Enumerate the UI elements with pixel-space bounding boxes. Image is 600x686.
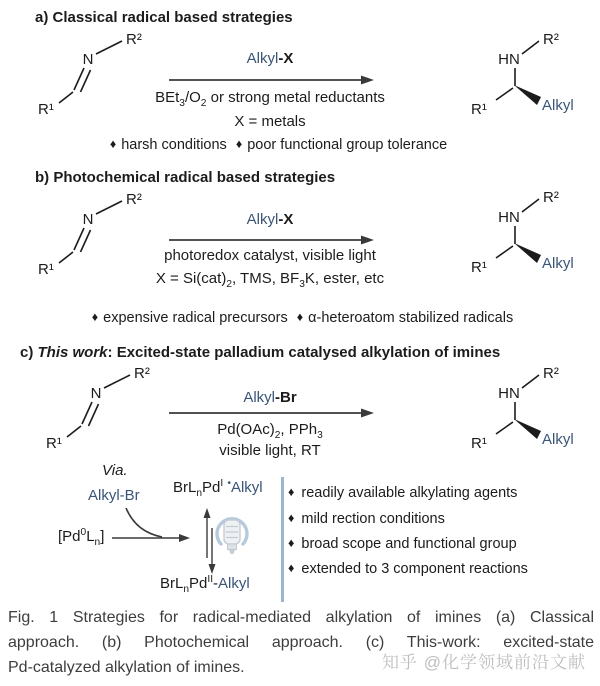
via-label: Via. xyxy=(102,462,128,479)
arrowhead xyxy=(361,409,374,418)
hn-label: HN xyxy=(498,51,520,68)
panel-b-title: b) Photochemical radical based strategies xyxy=(35,169,336,186)
watermark: 知乎 @化学领域前沿文献 xyxy=(382,653,586,672)
alkyl-label: Alkyl xyxy=(542,255,574,272)
panel-c-title-prefix: c) xyxy=(20,344,38,361)
bond-n-r2 xyxy=(522,199,539,212)
wedge-bond xyxy=(514,419,541,439)
amine-product-structure xyxy=(425,28,585,118)
r2-label: R² xyxy=(543,365,559,382)
wedge-bond xyxy=(514,85,541,105)
arrowhead xyxy=(361,76,374,85)
bond-c-r1 xyxy=(67,426,81,437)
panel-a-drawbacks xyxy=(0,137,552,153)
reaction-arrow xyxy=(168,233,376,247)
amine-product-structure xyxy=(425,186,585,276)
reaction-arrow xyxy=(168,73,376,87)
bond-n-r2 xyxy=(104,375,130,388)
caption-line-2: approach. (b) Photochemical approach. (c) This-work: excited-state xyxy=(8,634,594,651)
advantage-text: readily available alkylating agents xyxy=(301,485,518,501)
drawback-1: harsh conditions xyxy=(121,137,227,153)
conditions-line-2: visible light, RT xyxy=(219,442,321,459)
hn-label: HN xyxy=(498,209,520,226)
caption-text: Strategies for radical-mediated alkylation of imines (a) Classical xyxy=(72,609,595,626)
diamond-icon: ♦ xyxy=(296,310,304,324)
hn-label: HN xyxy=(498,385,520,402)
diamond-icon: ♦ xyxy=(235,137,243,151)
conditions-line-1: $BEt_3/O_2$ or strong metal reductants xyxy=(155,89,385,109)
r1-label: R¹ xyxy=(471,435,487,452)
radical-dot-alkyl: •Alkyl xyxy=(227,478,263,496)
reagent-alkyl: Alkyl xyxy=(243,389,275,406)
up-arrowhead xyxy=(204,508,211,518)
figure-label: Fig. 1 xyxy=(8,609,59,626)
r1-label: R¹ xyxy=(38,101,54,118)
r2-label: R² xyxy=(126,31,142,48)
advantage-item xyxy=(288,511,445,527)
mechanism-graphics xyxy=(50,470,265,605)
panel-b-drawbacks xyxy=(0,310,600,326)
bulb-neck xyxy=(228,544,237,550)
reagent-alkyl: Alkyl xyxy=(246,211,279,228)
n-label: N xyxy=(82,51,94,68)
diamond-icon: ♦ xyxy=(288,536,295,550)
panel-c-title-rest: : Excited-state palladium catalysed alkylation of imines xyxy=(107,344,501,361)
bond-c-r1 xyxy=(59,252,73,263)
advantage-text: extended to 3 component reactions xyxy=(301,561,528,577)
r1-label: R¹ xyxy=(38,261,54,278)
reaction-arrow xyxy=(168,406,376,420)
panel-c-title xyxy=(20,344,500,361)
n-label: N xyxy=(90,385,102,402)
alkyl-label: Alkyl xyxy=(542,431,574,448)
diamond-icon: ♦ xyxy=(288,561,295,575)
alkyl-label: Alkyl xyxy=(542,97,574,114)
caption-line-1 xyxy=(8,609,594,627)
pd0-species: $[Pd^0L_n]$ xyxy=(58,527,105,548)
diamond-icon: ♦ xyxy=(288,485,295,499)
reagent-halide: -X xyxy=(278,211,294,228)
drawback-1: expensive radical precursors xyxy=(103,310,288,326)
reagent-halide: -Br xyxy=(275,389,297,406)
conditions-line-2: X = metals xyxy=(234,113,306,130)
bulb-base-tip xyxy=(229,550,235,554)
imine-structure xyxy=(32,188,162,280)
amine-product-structure xyxy=(425,362,585,452)
bond-c-r1 xyxy=(496,88,513,100)
n-label: N xyxy=(82,211,94,228)
light-bulb-icon xyxy=(217,519,247,554)
alkyl-br-label: Alkyl-Br xyxy=(88,487,140,504)
diamond-icon: ♦ xyxy=(91,310,99,324)
reagent-alkyl: Alkyl xyxy=(246,50,279,67)
r1-label: R¹ xyxy=(46,435,62,452)
r2-label: R² xyxy=(543,189,559,206)
pd2-core: $BrL_nPd^{II}-$ xyxy=(160,574,219,595)
imine-structure xyxy=(32,28,162,120)
curved-addition-arrow xyxy=(126,508,162,537)
r2-label: R² xyxy=(543,31,559,48)
wedge-bond xyxy=(514,243,541,263)
bond-c-r1 xyxy=(496,422,513,434)
diamond-icon: ♦ xyxy=(109,137,117,151)
advantage-item xyxy=(288,561,528,577)
r1-label: R¹ xyxy=(471,101,487,118)
conditions-line-2: $X = Si(cat)_2$, TMS, $BF_3K$, ester, etc xyxy=(155,270,385,290)
r2-label: R² xyxy=(134,365,150,382)
reagent-label xyxy=(170,211,370,228)
conditions-line-1: $Pd(OAc)_2$, PPh$_3$ xyxy=(217,421,323,441)
down-arrowhead xyxy=(209,564,216,574)
panel-c-title-thiswork: This work xyxy=(37,344,108,361)
advantage-item xyxy=(288,536,517,552)
advantage-text: broad scope and functional group xyxy=(301,536,517,552)
bond-c-r1 xyxy=(59,92,73,103)
pd1-core: $BrL_nPd^I$ xyxy=(173,478,224,499)
caption-line-3: Pd-catalyzed alkylation of imines. xyxy=(8,659,245,676)
bond-n-r2 xyxy=(96,201,122,214)
bond-n-r2 xyxy=(96,41,122,54)
drawback-2: α-heteroatom stabilized radicals xyxy=(308,310,514,326)
advantage-item xyxy=(288,485,517,501)
reagent-halide: -X xyxy=(278,50,294,67)
r2-label: R² xyxy=(126,191,142,208)
bond-c-r1 xyxy=(496,246,513,258)
reagent-label xyxy=(170,389,370,406)
arrowhead xyxy=(361,236,374,245)
drawback-2: poor functional group tolerance xyxy=(247,137,448,153)
r1-label: R¹ xyxy=(471,259,487,276)
pd2-alkyl: Alkyl xyxy=(218,575,250,592)
advantage-text: mild rection conditions xyxy=(301,511,445,527)
conditions-line-1: photoredox catalyst, visible light xyxy=(164,247,376,264)
diamond-icon: ♦ xyxy=(288,511,295,525)
bond-n-r2 xyxy=(522,375,539,388)
divider-line xyxy=(281,477,284,602)
bond-n-r2 xyxy=(522,41,539,54)
arrowhead xyxy=(179,534,190,542)
panel-a-title: a) Classical radical based strategies xyxy=(35,9,293,26)
reagent-label xyxy=(170,50,370,67)
